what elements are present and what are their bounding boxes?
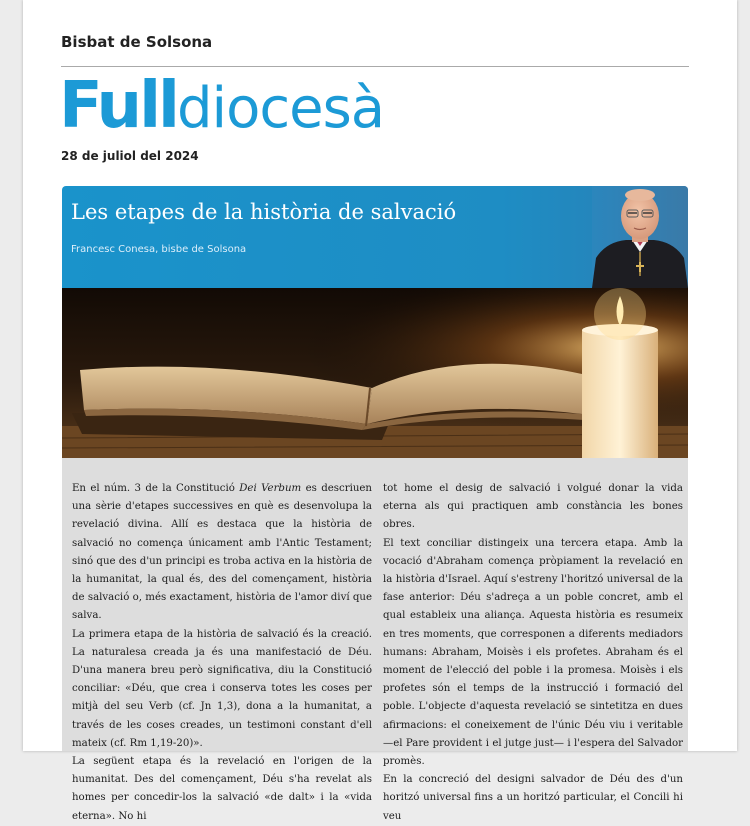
column-left [72, 480, 372, 826]
column-right [383, 480, 683, 826]
paragraph: En la concreció del designi salvador de Déu des d'un horitzó universal fins a un horitzó particular, el Concili hi veu [383, 774, 683, 822]
paragraph: La següent etapa és la revelació en l'origen de la humanitat. Des del començament, Déu s'ha revelat als homes per concedir-los la salvació «de dalt» i la «vida eterna». No hi [72, 756, 372, 822]
bible-candle-photo [62, 288, 688, 458]
article-banner [62, 186, 688, 288]
header-divider [61, 66, 689, 67]
paragraph: tot home el desig de salvació i volgué donar la vida eterna als qui practiquen amb constància les bones obres. [383, 483, 683, 531]
newsletter-page [23, 0, 737, 822]
paragraph: El text conciliar distingeix una tercera etapa. Amb la vocació d'Abraham comença pròpiament la revelació en la història d'Israel. Aquí s'estreny l'horitzó universal de la fase anterior: Déu s'adreça a un poble concret, amb el qual estableix una aliança. Aquesta història es resumeix en tres moments, que corresponen a diferents mediadors humans: Abraham, Moisès i els profetes. Abraham és el moment de l'elecció del poble i la promesa. Moisès i els profetes són el temps de la instrucció i formació del poble. L'objecte d'aquesta revelació se sintetitza en dues afirmacions: el coneixement de l'únic Déu viu i veritable —el Pare provident i el jutge just— i l'espera del Salvador promès. [383, 537, 683, 768]
masthead-diocesa: diocesà [176, 76, 385, 141]
issue-date: 28 de juliol del 2024 [61, 149, 199, 163]
paragraph: La primera etapa de la història de salvació és la creació. La naturalesa creada ja és una manifestació de Déu. D'una manera breu però significativa, diu la Constitució conciliar: «Déu, que crea i conserva totes les coses per mitjà del seu Verb (cf. Jn 1,3), dona a la humanitat, a través de les coses creades, un testimoni constant d'ell mateix (cf. Rm 1,19-20)». [72, 628, 372, 749]
paragraph: En el núm. 3 de la Constitució Dei Verbum es descriuen una sèrie d'etapes successives en què es desenvolupa la revelació divina. Allí es destaca que la història de salvació no comença únicament amb l'Antic Testament; sinó que des d'un principi es troba activa en la història de la humanitat, la qual és, des del començament, història de salvació o, més exactament, història de l'amor diví que salva. [72, 483, 372, 622]
article-title: Les etapes de la història de salvació [71, 200, 457, 224]
bishop-portrait [592, 186, 688, 288]
diocese-name: Bisbat de Solsona [61, 33, 213, 51]
article-author: Francesc Conesa, bisbe de Solsona [71, 244, 247, 255]
article-body [62, 458, 688, 822]
masthead-full: Full [59, 69, 177, 143]
masthead-logo [59, 68, 384, 144]
